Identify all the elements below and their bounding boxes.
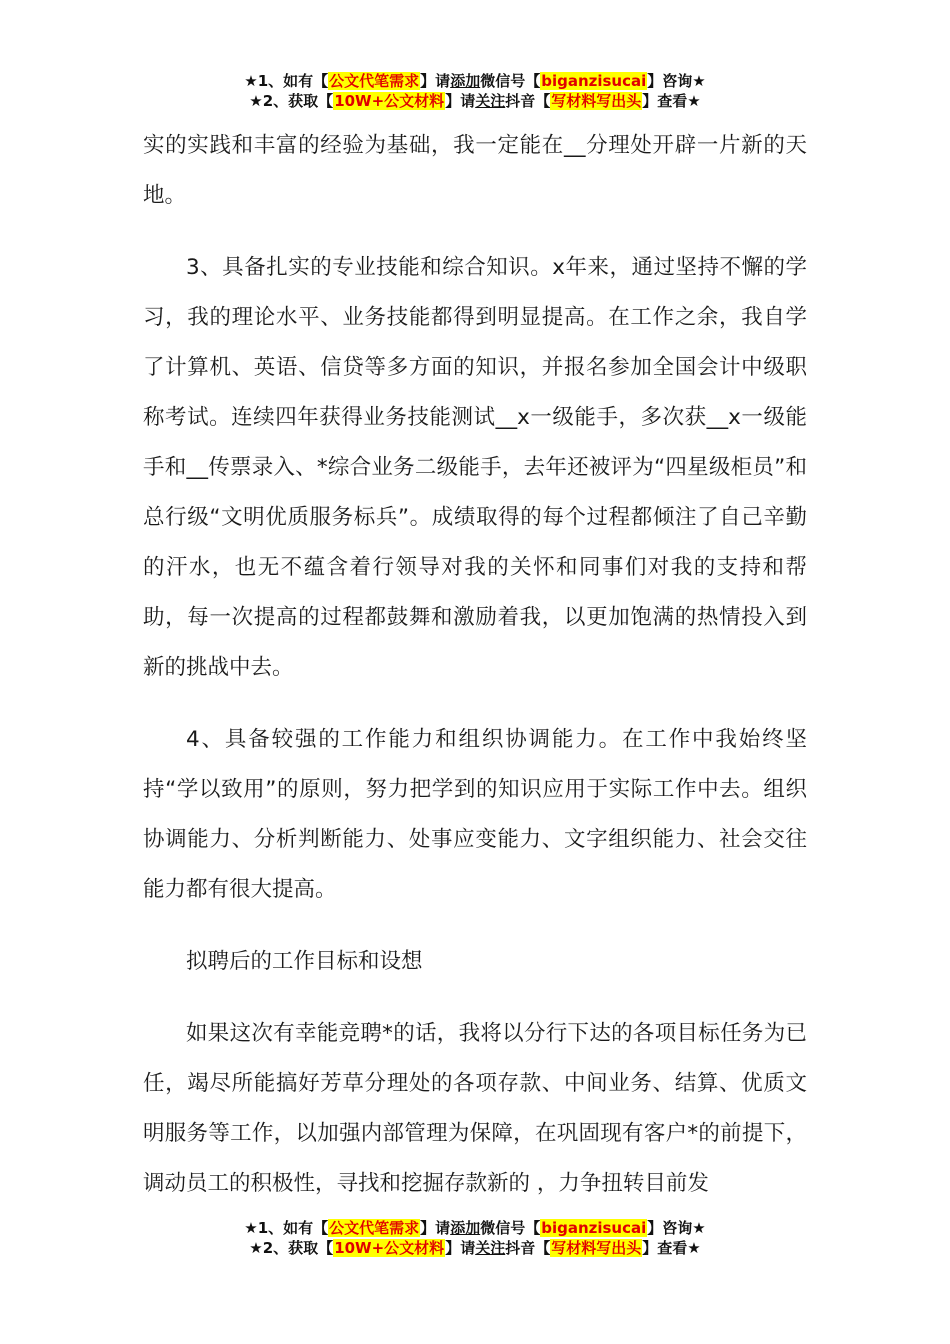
- promo-line-1-text-2: 微信号【: [480, 1219, 541, 1237]
- promo-line-1-suffix: 】咨询★: [647, 1219, 706, 1237]
- promo-line-2-underlined: 关注: [475, 92, 506, 110]
- promo-line-2-prefix: ★2、获取【: [249, 92, 334, 110]
- promo-line-1-highlight-wechat: biganzisucai: [541, 1219, 647, 1237]
- section-heading-goals: 拟聘后的工作目标和设想: [186, 949, 423, 974]
- paragraph-goals: 如果这次有幸能竞聘*的话，我将以分行下达的各项目标任务为已任，竭尽所能搞好芳草分理处的各项存款、中间业务、结算、优质文明服务等工作，以加强内部管理为保障，在巩固现有客户*的前提下，调动员工的积极性，寻找和挖掘存款新的 ，力争扭转目前发: [143, 1021, 807, 1196]
- promo-line-2-highlight-materials: 10W+公文材料: [334, 1239, 445, 1257]
- promo-line-2-text-2: 抖音【: [505, 92, 551, 110]
- promo-line-2-highlight-materials: 10W+公文材料: [334, 92, 445, 110]
- promo-line-1: [0, 71, 950, 91]
- footer-promo-banner: [0, 1218, 950, 1258]
- paragraph-abilities: 4、具备较强的工作能力和组织协调能力。在工作中我始终坚持“学以致用”的原则，努力把学到的知识应用于实际工作中去。组织协调能力、分析判断能力、处事应变能力、文字组织能力、社会交往能力都有很大提高。: [143, 727, 807, 902]
- promo-line-2-text-2: 抖音【: [505, 1239, 551, 1257]
- promo-line-2-suffix: 】查看★: [642, 92, 701, 110]
- promo-line-1: [0, 1218, 950, 1238]
- promo-line-2-text: 】请: [445, 1239, 476, 1257]
- promo-line-2-suffix: 】查看★: [642, 1239, 701, 1257]
- paragraph-skills: 3、具备扎实的专业技能和综合知识。x年来，通过坚持不懈的学习，我的理论水平、业务技能都得到明显提高。在工作之余，我自学了计算机、英语、信贷等多方面的知识，并报名参加全国会计中级职称考试。连续四年获得业务技能测试__x一级能手，多次获__x一级能手和__传票录入、*综合业务二级能手，去年还被评为“四星级柜员”和总行级“文明优质服务标兵”。成绩取得的每个过程都倾注了自己辛勤的汗水，也无不蕴含着行领导对我的关怀和同事们对我的支持和帮助，每一次提高的过程都鼓舞和激励着我，以更加饱满的热情投入到新的挑战中去。: [143, 255, 807, 680]
- promo-line-1-underlined: 添加: [450, 1219, 481, 1237]
- promo-line-2-highlight-douyin: 写材料写出头: [551, 1239, 642, 1257]
- promo-line-2-highlight-douyin: 写材料写出头: [551, 92, 642, 110]
- promo-line-2-prefix: ★2、获取【: [249, 1239, 334, 1257]
- header-promo-banner: [0, 71, 950, 111]
- promo-line-1-highlight-wechat: biganzisucai: [541, 72, 647, 90]
- promo-line-1-highlight-service: 公文代笔需求: [329, 72, 420, 90]
- promo-line-2-text: 】请: [445, 92, 476, 110]
- document-body: [143, 121, 807, 1209]
- promo-line-2-underlined: 关注: [475, 1239, 506, 1257]
- promo-line-1-text-2: 微信号【: [480, 72, 541, 90]
- promo-line-1-suffix: 】咨询★: [647, 72, 706, 90]
- promo-line-1-underlined: 添加: [450, 72, 481, 90]
- promo-line-1-prefix: ★1、如有【: [244, 72, 329, 90]
- promo-line-2: [0, 91, 950, 111]
- promo-line-1-prefix: ★1、如有【: [244, 1219, 329, 1237]
- promo-line-2: [0, 1238, 950, 1258]
- promo-line-1-text: 】请: [420, 72, 451, 90]
- paragraph-continuation: 实的实践和丰富的经验为基础，我一定能在__分理处开辟一片新的天地。: [143, 133, 807, 208]
- promo-line-1-text: 】请: [420, 1219, 451, 1237]
- promo-line-1-highlight-service: 公文代笔需求: [329, 1219, 420, 1237]
